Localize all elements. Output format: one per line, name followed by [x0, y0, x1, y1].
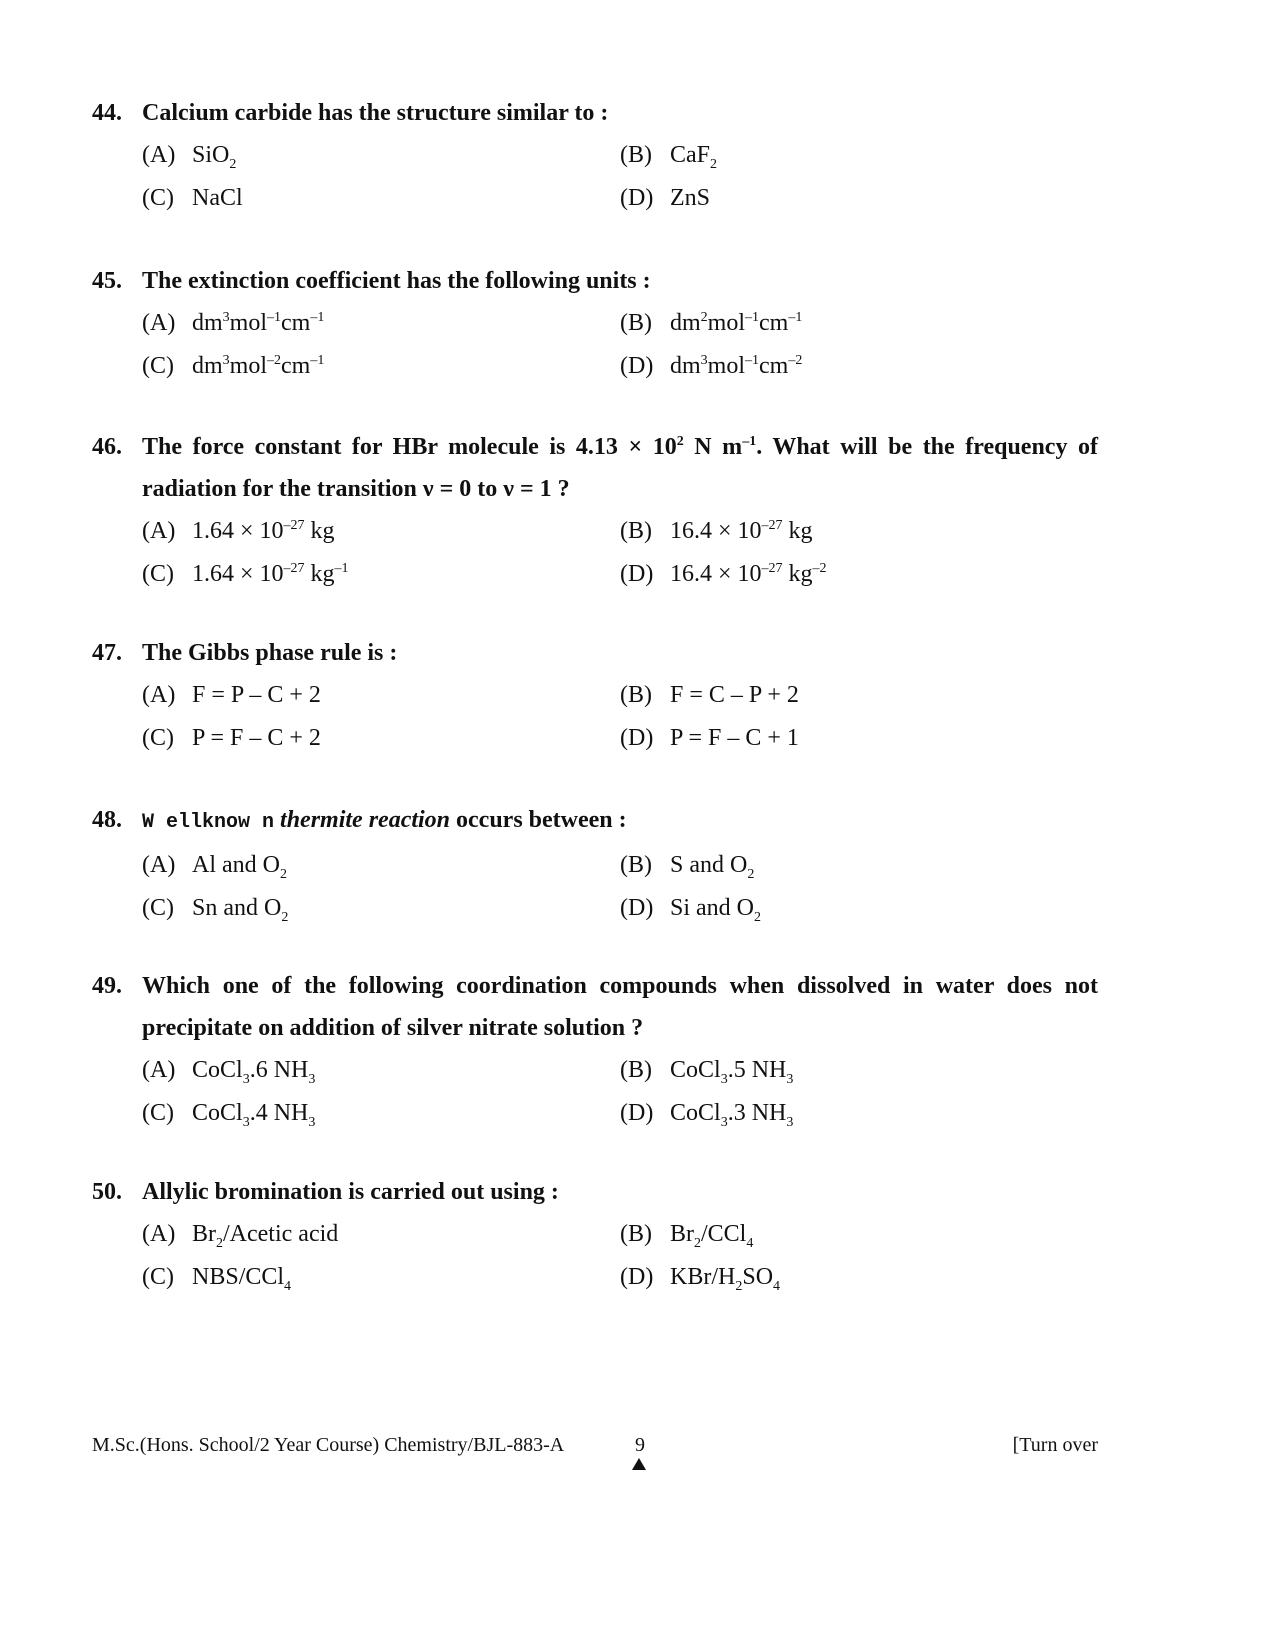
- subscript: 2: [229, 157, 237, 172]
- option-label: (A): [142, 1057, 176, 1083]
- text-run: F = P – C + 2: [192, 682, 321, 708]
- option-label: (B): [620, 518, 652, 544]
- text-run: /Acetic acid: [223, 1221, 339, 1247]
- option-value: [192, 895, 289, 925]
- option-row: [142, 1213, 1098, 1256]
- superscript: 3: [700, 353, 708, 368]
- superscript: 3: [222, 310, 230, 325]
- option-b: [620, 142, 1098, 172]
- text-run: 1.64 × 10: [192, 518, 284, 544]
- options: [92, 134, 1098, 220]
- option-label: (B): [620, 142, 652, 168]
- text-run: Si and O: [670, 895, 754, 921]
- superscript: –27: [761, 561, 783, 576]
- text-run: 16.4 × 10: [670, 518, 762, 544]
- option-value: [192, 1057, 316, 1087]
- option-label: (D): [620, 353, 654, 379]
- question-text: [142, 426, 1098, 510]
- superscript: 3: [222, 353, 230, 368]
- option-a: [142, 518, 620, 545]
- option-b: [620, 1221, 1098, 1251]
- text-run: P = F – C + 2: [192, 725, 321, 751]
- subscript: 4: [746, 1236, 754, 1251]
- option-row: [142, 844, 1098, 887]
- option-label: (D): [620, 895, 654, 921]
- option-label: (B): [620, 1057, 652, 1083]
- option-a: [142, 142, 620, 172]
- option-row: [142, 510, 1098, 553]
- option-value: [670, 1221, 754, 1251]
- superscript: –27: [283, 518, 305, 533]
- superscript: –1: [310, 353, 325, 368]
- option-value: [192, 142, 237, 172]
- option-value: [192, 682, 321, 709]
- text-run: Br: [192, 1221, 216, 1247]
- option-row: [142, 887, 1098, 930]
- option-value: [192, 1264, 292, 1294]
- text-run: KBr/H: [670, 1264, 736, 1290]
- text-run: Sn and O: [192, 895, 282, 921]
- text-run: .4 NH: [249, 1100, 309, 1126]
- text-run: CaF: [670, 142, 711, 168]
- monospace-text: W ellknow n: [142, 811, 275, 834]
- question-number: 45.: [92, 268, 122, 294]
- option-label: (D): [620, 185, 654, 211]
- text-run: cm: [281, 353, 311, 379]
- option-label: (A): [142, 518, 176, 544]
- option-label: (B): [620, 852, 652, 878]
- option-value: [670, 185, 710, 212]
- question-49: [92, 965, 1098, 1135]
- text-run: dm: [670, 310, 701, 336]
- question-text: Allylic bromination is carried out using :: [142, 1179, 559, 1205]
- question-stem: [92, 799, 1098, 844]
- text-run: kg: [782, 561, 813, 587]
- option-row: [142, 302, 1098, 345]
- question-46: [92, 426, 1098, 596]
- question-number: 47.: [92, 640, 122, 666]
- option-value: [192, 1100, 316, 1130]
- text-run: mol: [707, 353, 746, 379]
- text-run: mol: [229, 353, 268, 379]
- option-c: [142, 895, 620, 925]
- option-a: [142, 1057, 620, 1087]
- option-label: (A): [142, 1221, 176, 1247]
- subscript: 2: [281, 910, 289, 925]
- superscript: –1: [310, 310, 325, 325]
- option-value: [192, 353, 324, 380]
- option-value: [670, 895, 761, 925]
- question-stem: [92, 965, 1098, 1049]
- option-a: [142, 682, 620, 709]
- text-run: cm: [759, 310, 789, 336]
- superscript: –2: [267, 353, 282, 368]
- option-value: [670, 310, 802, 337]
- option-value: [192, 725, 321, 752]
- italic-text: thermite reaction: [280, 807, 451, 833]
- question-48: [92, 799, 1098, 930]
- option-row: [142, 345, 1098, 388]
- text-run: SO: [742, 1264, 774, 1290]
- question-number: 49.: [92, 973, 122, 999]
- option-label: (D): [620, 725, 654, 751]
- superscript: –27: [761, 518, 783, 533]
- text-run: 16.4 × 10: [670, 561, 762, 587]
- options: [92, 674, 1098, 760]
- text-run: CoCl: [192, 1057, 243, 1083]
- options: [92, 844, 1098, 930]
- subscript: 2: [747, 867, 755, 882]
- text-run: CoCl: [192, 1100, 243, 1126]
- page-number: 9: [635, 1434, 645, 1456]
- option-label: (C): [142, 895, 174, 921]
- subscript: 3: [242, 1115, 250, 1130]
- question-47: [92, 632, 1098, 760]
- subscript: 2: [279, 867, 287, 882]
- option-a: [142, 1221, 620, 1251]
- option-label: (C): [142, 561, 174, 587]
- text-run: cm: [759, 353, 789, 379]
- option-d: [620, 185, 1098, 212]
- options: [92, 1049, 1098, 1135]
- question-text: The extinction coefficient has the following units :: [142, 268, 651, 294]
- text-run: mol: [707, 310, 746, 336]
- text-run: .3 NH: [727, 1100, 787, 1126]
- superscript: –1: [745, 353, 760, 368]
- options: [92, 510, 1098, 596]
- text-run: N m: [683, 434, 743, 460]
- superscript: 2: [676, 434, 684, 449]
- subscript: 3: [786, 1072, 794, 1087]
- subscript: 3: [786, 1115, 794, 1130]
- option-value: [670, 142, 718, 172]
- option-value: [670, 852, 755, 882]
- text-run: dm: [192, 310, 223, 336]
- option-row: [142, 134, 1098, 177]
- option-b: [620, 1057, 1098, 1087]
- option-row: [142, 1256, 1098, 1299]
- option-c: [142, 185, 620, 212]
- text-run: CoCl: [670, 1057, 721, 1083]
- text-run: The force constant for HBr molecule is 4.13 × 10: [142, 434, 677, 460]
- option-value: [192, 518, 335, 545]
- option-label: (C): [142, 353, 174, 379]
- option-value: [670, 353, 802, 380]
- option-row: [142, 674, 1098, 717]
- text-run: P = F – C + 1: [670, 725, 799, 751]
- text-run: Br: [670, 1221, 694, 1247]
- option-a: [142, 310, 620, 337]
- question-stem: [92, 1171, 1098, 1213]
- option-label: (B): [620, 682, 652, 708]
- option-a: [142, 852, 620, 882]
- text-run: .5 NH: [727, 1057, 787, 1083]
- text-run: F = C – P + 2: [670, 682, 799, 708]
- option-b: [620, 310, 1098, 337]
- option-b: [620, 518, 1098, 545]
- option-label: (C): [142, 1264, 174, 1290]
- question-number: 44.: [92, 100, 122, 126]
- superscript: 2: [700, 310, 708, 325]
- option-label: (D): [620, 1264, 654, 1290]
- option-c: [142, 1264, 620, 1294]
- question-number: 50.: [92, 1179, 122, 1205]
- superscript: –27: [283, 561, 305, 576]
- subscript: 4: [773, 1279, 781, 1294]
- option-value: [670, 561, 827, 588]
- option-d: [620, 895, 1098, 925]
- option-row: [142, 553, 1098, 596]
- option-value: [192, 1221, 339, 1251]
- question-number: 46.: [92, 434, 122, 460]
- option-label: (D): [620, 1100, 654, 1126]
- option-c: [142, 725, 620, 752]
- option-row: [142, 1092, 1098, 1135]
- superscript: –1: [334, 561, 349, 576]
- option-value: [670, 1264, 781, 1294]
- superscript: –1: [742, 434, 757, 449]
- text-run: dm: [192, 353, 223, 379]
- text-run: kg: [304, 518, 335, 544]
- up-triangle-icon: [632, 1458, 646, 1470]
- option-d: [620, 725, 1098, 752]
- option-value: [670, 725, 799, 752]
- question-text: The Gibbs phase rule is :: [142, 640, 398, 666]
- subscript: 4: [284, 1279, 292, 1294]
- option-value: [670, 1100, 794, 1130]
- text-run: NaCl: [192, 185, 243, 211]
- question-text: Which one of the following coordination compounds when dissolved in water does not precipitate on addition of silver nitrate solution ?: [142, 973, 1098, 1041]
- text-run: . What will be the frequency of radiation for the transition ν = 0 to ν = 1 ?: [142, 434, 1099, 502]
- superscript: –1: [267, 310, 282, 325]
- option-label: (B): [620, 1221, 652, 1247]
- text-run: mol: [229, 310, 268, 336]
- text-run: Al and O: [192, 852, 280, 878]
- option-value: [670, 1057, 794, 1087]
- subscript: 3: [308, 1115, 316, 1130]
- superscript: –1: [788, 310, 803, 325]
- question-text: Calcium carbide has the structure similar to :: [142, 100, 609, 126]
- option-d: [620, 1100, 1098, 1130]
- text-run: cm: [281, 310, 311, 336]
- text-run: occurs between :: [450, 807, 627, 833]
- option-value: [192, 561, 349, 588]
- option-d: [620, 561, 1098, 588]
- option-row: [142, 177, 1098, 220]
- option-value: [192, 185, 243, 212]
- option-value: [192, 852, 287, 882]
- question-stem: [92, 92, 1098, 134]
- option-d: [620, 1264, 1098, 1294]
- option-label: (A): [142, 682, 176, 708]
- option-row: [142, 1049, 1098, 1092]
- option-b: [620, 682, 1098, 709]
- text-run: ZnS: [670, 185, 711, 211]
- options: [92, 1213, 1098, 1299]
- subscript: 2: [710, 157, 718, 172]
- question-stem: [92, 260, 1098, 302]
- subscript: 3: [720, 1115, 728, 1130]
- option-b: [620, 852, 1098, 882]
- option-row: [142, 717, 1098, 760]
- option-label: (C): [142, 725, 174, 751]
- text-run: S and O: [670, 852, 748, 878]
- option-label: (A): [142, 310, 176, 336]
- option-label: (B): [620, 310, 652, 336]
- question-44: [92, 92, 1098, 220]
- course-code: M.Sc.(Hons. School/2 Year Course) Chemistry/BJL-883-A: [92, 1434, 565, 1456]
- subscript: 3: [720, 1072, 728, 1087]
- text-run: /CCl: [701, 1221, 747, 1247]
- text-run: NBS/CCl: [192, 1264, 285, 1290]
- option-value: [670, 682, 799, 709]
- text-run: 1.64 × 10: [192, 561, 284, 587]
- text-run: .6 NH: [249, 1057, 309, 1083]
- text-run: kg: [782, 518, 813, 544]
- subscript: 2: [735, 1279, 743, 1294]
- subscript: 3: [242, 1072, 250, 1087]
- text-run: SiO: [192, 142, 230, 168]
- option-c: [142, 1100, 620, 1130]
- superscript: –1: [745, 310, 760, 325]
- question-50: [92, 1171, 1098, 1299]
- option-value: [192, 310, 324, 337]
- text-run: dm: [670, 353, 701, 379]
- option-label: (A): [142, 142, 176, 168]
- option-value: [670, 518, 813, 545]
- question-45: [92, 260, 1098, 388]
- option-c: [142, 561, 620, 588]
- option-label: (A): [142, 852, 176, 878]
- option-label: (C): [142, 185, 174, 211]
- text-run: kg: [304, 561, 335, 587]
- superscript: –2: [812, 561, 827, 576]
- subscript: 2: [754, 910, 761, 925]
- question-stem: [92, 426, 1098, 510]
- option-label: (D): [620, 561, 654, 587]
- turn-over-note: [Turn over: [1012, 1434, 1098, 1456]
- page-footer: [92, 1434, 1098, 1464]
- text-run: CoCl: [670, 1100, 721, 1126]
- option-label: (C): [142, 1100, 174, 1126]
- options: [92, 302, 1098, 388]
- question-stem: [92, 632, 1098, 674]
- superscript: –2: [788, 353, 803, 368]
- question-number: 48.: [92, 807, 122, 833]
- option-d: [620, 353, 1098, 380]
- subscript: 2: [216, 1236, 223, 1251]
- subscript: 2: [694, 1236, 701, 1251]
- question-text: [142, 799, 1098, 844]
- subscript: 3: [308, 1072, 316, 1087]
- option-c: [142, 353, 620, 380]
